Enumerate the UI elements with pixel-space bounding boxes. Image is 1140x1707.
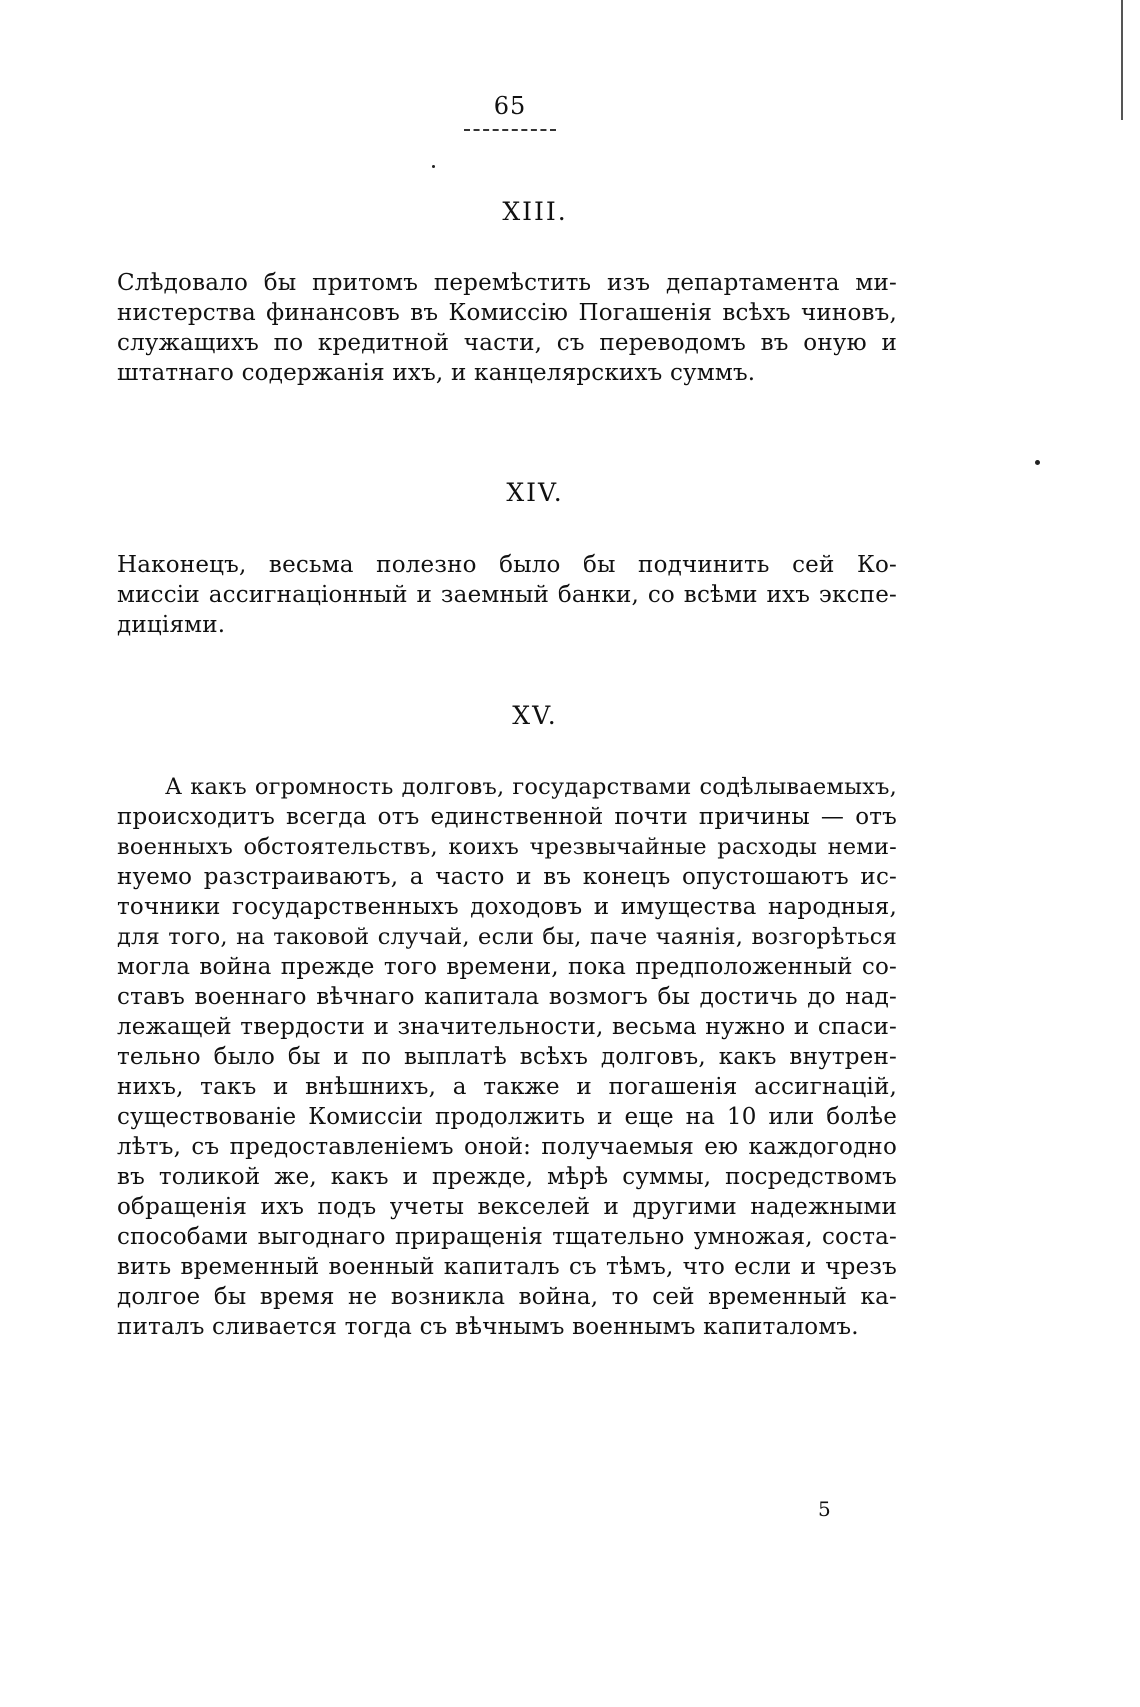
section-heading: XV.	[512, 701, 558, 730]
text-line: Наконецъ, весьма полезно было бы подчинить сей Ко-	[117, 552, 897, 578]
section-paragraph	[117, 550, 897, 640]
text-line: питалъ сливается тогда съ вѣчнымъ военнымъ капиталомъ.	[117, 1314, 859, 1340]
text-line: для того, на таковой случай, если бы, паче чаянія, возгорѣться	[117, 924, 897, 950]
text-line: нихъ, такъ и внѣшнихъ, а также и погашенія ассигнацій,	[117, 1074, 897, 1100]
section-paragraph	[117, 268, 897, 388]
text-line: миссіи ассигнаціонный и заемный банки, со всѣми ихъ экспе-	[117, 582, 897, 608]
text-line: лежащей твердости и значительности, весьма нужно и спаси-	[117, 1014, 897, 1040]
section-heading: XIV.	[506, 478, 564, 507]
section-heading: XIII.	[502, 197, 568, 226]
header-rule	[464, 129, 556, 131]
text-line: нуемо разстраиваютъ, а часто и въ конецъ опустошаютъ ис-	[117, 864, 897, 890]
text-line: въ толикой же, какъ и прежде, мѣрѣ суммы, посредствомъ	[117, 1164, 897, 1190]
text-line: происходитъ всегда отъ единственной почти причины — отъ	[117, 804, 897, 830]
text-line: диціями.	[117, 612, 226, 638]
sheet-signature-number: 5	[818, 1497, 831, 1521]
ink-speck	[432, 165, 435, 168]
page-number: 65	[493, 92, 527, 120]
text-line: долгое бы время не возникла война, то сей временный ка-	[117, 1284, 897, 1310]
text-line: точники государственныхъ доходовъ и имущества народныя,	[117, 894, 897, 920]
section-paragraph	[117, 772, 897, 1342]
text-line: А какъ огромность долговъ, государствами содѣлываемыхъ,	[165, 774, 897, 800]
text-line: ставъ военнаго вѣчнаго капитала возмогъ бы достичь до над-	[117, 984, 897, 1010]
text-line: нистерства финансовъ въ Комиссію Погашенія всѣхъ чиновъ,	[117, 300, 897, 326]
text-line: могла война прежде того времени, пока предположенный со-	[117, 954, 897, 980]
text-line: штатнаго содержанія ихъ, и канцелярскихъ суммъ.	[117, 360, 756, 386]
text-line: способами выгоднаго приращенія тщательно умножая, соста-	[117, 1224, 897, 1250]
text-line: вить временный военный капиталъ съ тѣмъ, что если и чрезъ	[117, 1254, 897, 1280]
text-line: обращенія ихъ подъ учеты векселей и другими надежными	[117, 1194, 897, 1220]
text-line: тельно было бы и по выплатѣ всѣхъ долговъ, какъ внутрен-	[117, 1044, 897, 1070]
text-line: существованіе Комиссіи продолжить и еще на 10 или болѣе	[117, 1104, 897, 1130]
ink-speck	[1035, 460, 1040, 465]
text-line: лѣтъ, съ предоставленіемъ оной: получаемыя ею каждогодно	[117, 1134, 897, 1160]
page-edge-line	[1121, 0, 1123, 120]
text-line: военныхъ обстоятельствъ, коихъ чрезвычайные расходы неми-	[117, 834, 897, 860]
text-line: служащихъ по кредитной части, съ переводомъ въ оную и	[117, 330, 897, 356]
text-line: Слѣдовало бы притомъ перемѣстить изъ департамента ми-	[117, 270, 897, 296]
